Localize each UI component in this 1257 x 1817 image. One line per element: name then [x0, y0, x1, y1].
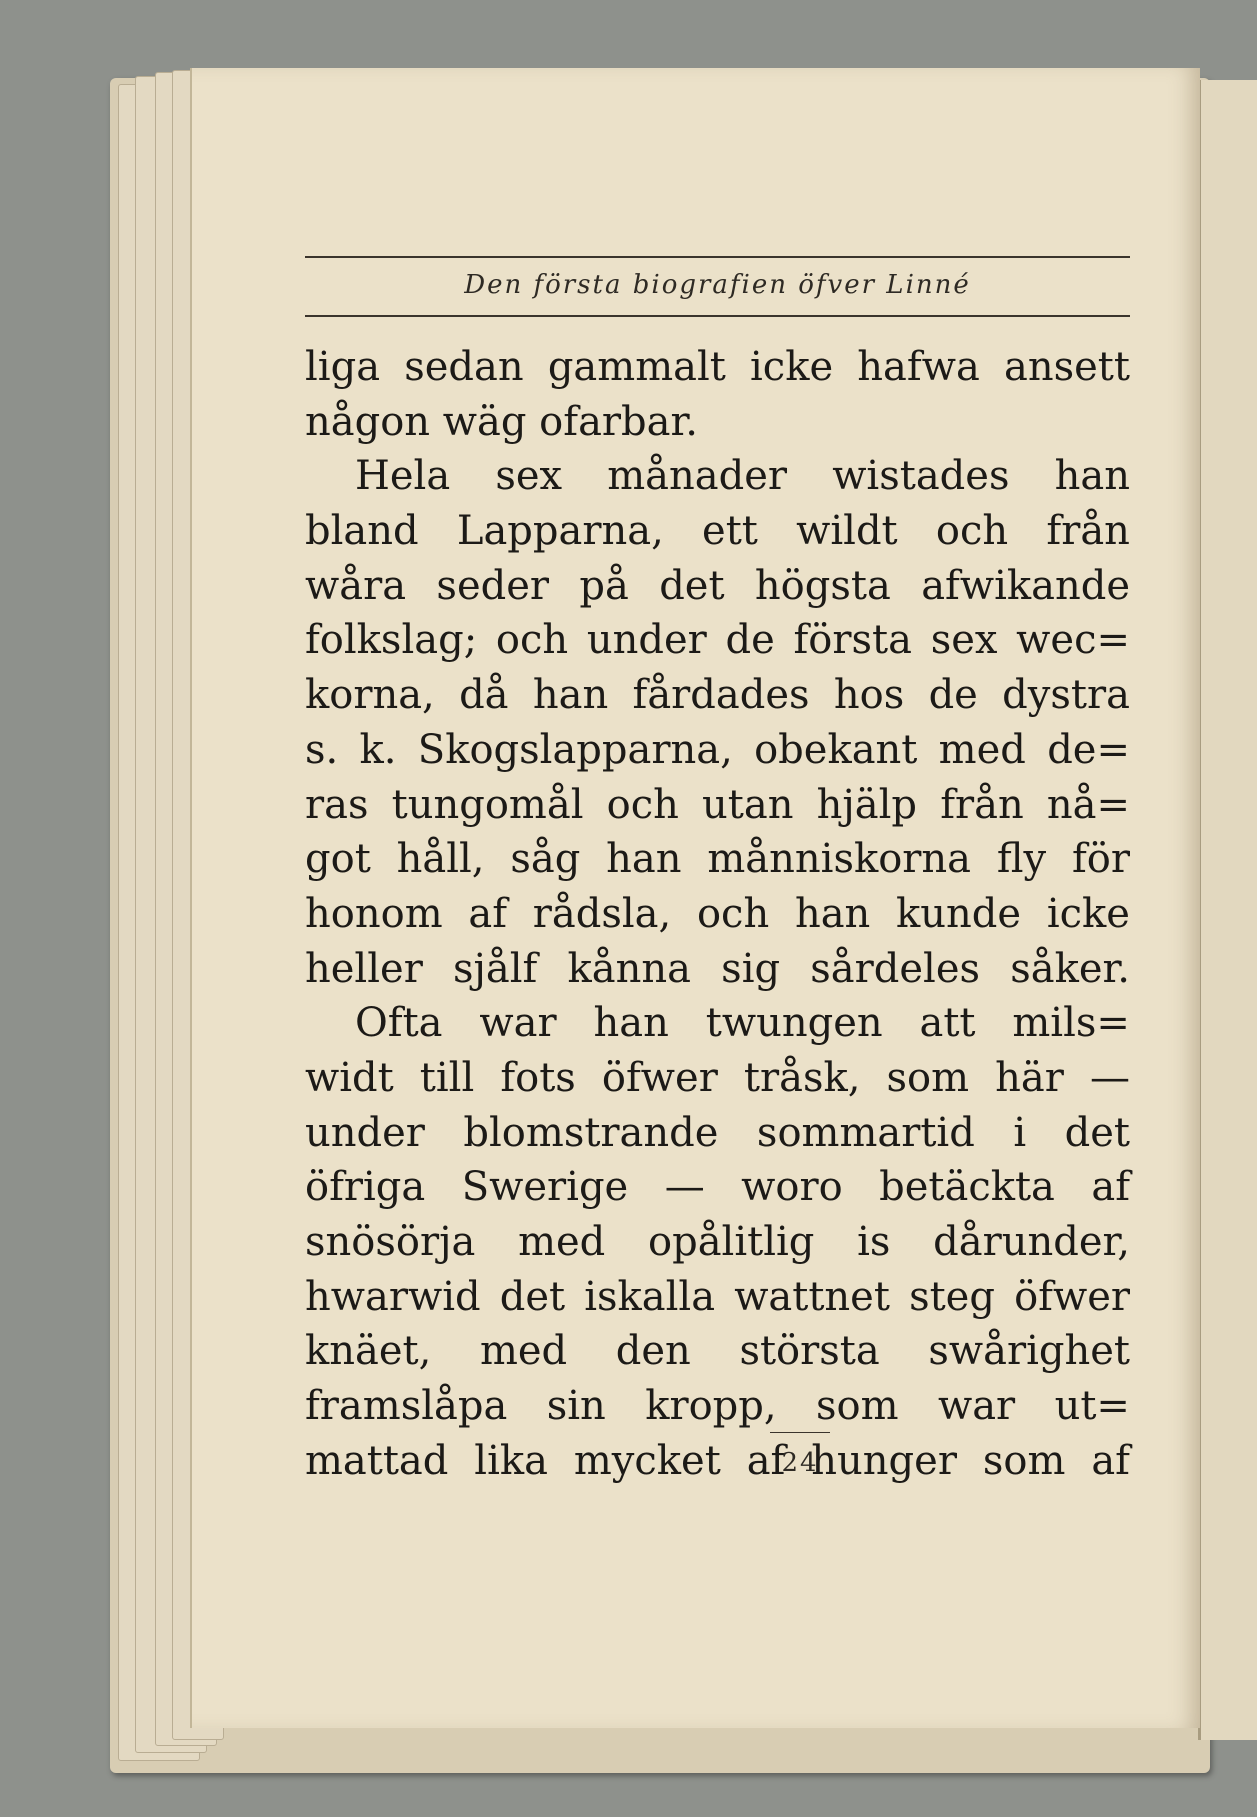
text-line: got håll, såg han månniskorna fly för: [305, 836, 1130, 883]
header-bottom-rule: [305, 315, 1130, 317]
page-number: 24: [781, 1448, 819, 1478]
text-line: snösörja med opålitlig is dårunder,: [305, 1219, 1130, 1265]
text-line: folkslag; och under de första sex wec=: [305, 617, 1130, 664]
text-line: widt till fots öfwer tråsk, som här —: [305, 1054, 1130, 1101]
text-line: öfriga Swerige — woro betäckta af: [305, 1164, 1130, 1211]
header-top-rule: [305, 256, 1130, 258]
text-line: s. k. Skogslapparna, obekant med de=: [305, 726, 1130, 773]
facing-page: [1198, 80, 1257, 1740]
text-line: heller sjålf kånna sig sårdeles såker.: [305, 945, 1130, 992]
text-line: hwarwid det iskalla wattnet steg öfwer: [305, 1273, 1130, 1320]
text-line: under blomstrande sommartid i det: [305, 1109, 1130, 1156]
text-line: knäet, med den största swårighet: [305, 1328, 1130, 1375]
text-line: framslåpa sin kropp, som war ut=: [305, 1383, 1130, 1430]
text-line: korna, då han fårdades hos de dystra: [305, 672, 1130, 719]
text-line: wåra seder på det högsta afwikande: [305, 562, 1130, 609]
text-line: någon wäg ofarbar.: [305, 398, 698, 445]
running-head: Den första biografien öfver Linné: [464, 270, 971, 300]
text-line: Ofta war han twungen att mils=: [355, 1000, 1130, 1047]
text-line: honom af rådsla, och han kunde icke: [305, 890, 1130, 937]
text-line: Hela sex månader wistades han: [355, 453, 1130, 500]
text-line: ras tungomål och utan hjälp från nå=: [305, 781, 1130, 828]
text-line: mattad lika mycket af hunger som af: [305, 1437, 1130, 1484]
text-line: liga sedan gammalt icke hafwa ansett: [305, 344, 1130, 390]
text-line: bland Lapparna, ett wildt och från: [305, 508, 1130, 555]
body-text: [305, 340, 1130, 1488]
page-number-rule: [770, 1432, 830, 1433]
